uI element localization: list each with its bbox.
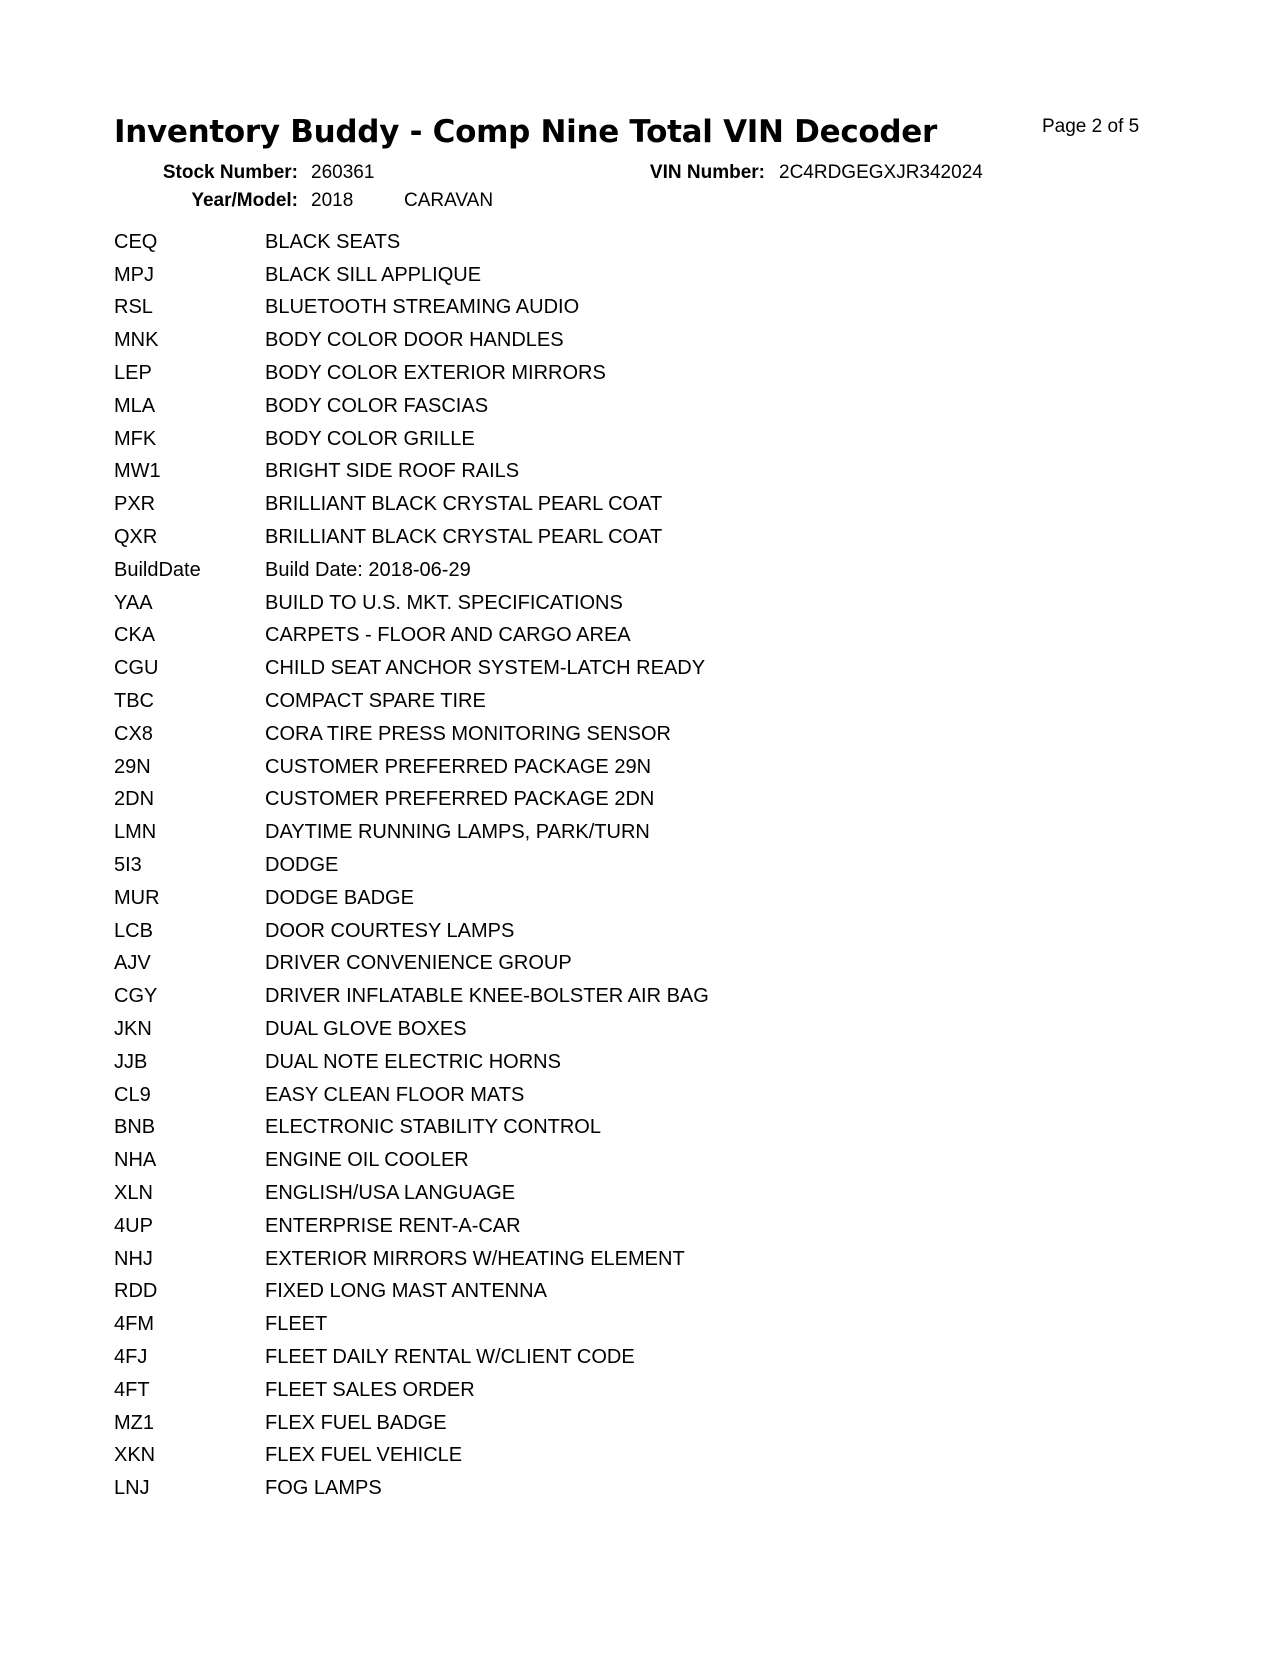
year-value: 2018 [311, 190, 354, 211]
option-code: BNB [114, 1116, 156, 1139]
option-code: RSL [114, 296, 153, 319]
option-code: CGY [114, 985, 158, 1008]
option-description: BUILD TO U.S. MKT. SPECIFICATIONS [265, 591, 623, 614]
option-description: FLEX FUEL VEHICLE [265, 1444, 463, 1467]
option-code: LMN [114, 821, 157, 844]
option-description: FLEET [265, 1313, 328, 1336]
option-description: DAYTIME RUNNING LAMPS, PARK/TURN [265, 821, 650, 844]
list-item [114, 849, 1014, 882]
option-code: CKA [114, 624, 156, 647]
list-item [114, 948, 1014, 981]
list-item [114, 1407, 1014, 1440]
option-description: BRILLIANT BLACK CRYSTAL PEARL COAT [265, 493, 663, 516]
option-code: 4FJ [114, 1345, 148, 1368]
option-code: 4FM [114, 1313, 154, 1336]
option-code: NHA [114, 1149, 157, 1172]
option-description: BRIGHT SIDE ROOF RAILS [265, 460, 520, 483]
list-item [114, 1243, 1014, 1276]
list-item [114, 1112, 1014, 1145]
list-item [114, 652, 1014, 685]
option-code: LEP [114, 362, 152, 385]
page-indicator: Page 2 of 5 [1042, 116, 1140, 137]
list-item [114, 1177, 1014, 1210]
list-item [114, 718, 1014, 751]
option-description: CORA TIRE PRESS MONITORING SENSOR [265, 722, 671, 745]
option-description: FLEET DAILY RENTAL W/CLIENT CODE [265, 1345, 635, 1368]
list-item [114, 816, 1014, 849]
option-code: AJV [114, 952, 151, 975]
option-code: BuildDate [114, 558, 201, 581]
option-description: Build Date: 2018-06-29 [265, 558, 471, 581]
option-description: DRIVER INFLATABLE KNEE-BOLSTER AIR BAG [265, 985, 709, 1008]
list-item [114, 390, 1014, 423]
option-description: DUAL NOTE ELECTRIC HORNS [265, 1050, 561, 1073]
list-item [114, 620, 1014, 653]
year-model-label: Year/Model: [191, 190, 298, 211]
option-code: CL9 [114, 1083, 151, 1106]
option-description: BLACK SEATS [265, 230, 401, 253]
option-description: DODGE BADGE [265, 886, 414, 909]
option-description: DODGE [265, 854, 339, 877]
list-item [114, 1472, 1014, 1505]
option-code-list [114, 226, 1014, 1505]
list-item [114, 1374, 1014, 1407]
list-item [114, 324, 1014, 357]
list-item [114, 751, 1014, 784]
option-description: EXTERIOR MIRRORS W/HEATING ELEMENT [265, 1247, 685, 1270]
list-item [114, 1439, 1014, 1472]
option-code: 5I3 [114, 854, 142, 877]
vin-number-value: 2C4RDGEGXJR342024 [779, 162, 983, 183]
list-item [114, 784, 1014, 817]
list-item [114, 292, 1014, 325]
option-description: EASY CLEAN FLOOR MATS [265, 1083, 525, 1106]
option-code: JKN [114, 1018, 152, 1041]
option-description: DUAL GLOVE BOXES [265, 1018, 467, 1041]
option-code: PXR [114, 493, 156, 516]
option-code: TBC [114, 690, 154, 713]
list-item [114, 1276, 1014, 1309]
option-description: CUSTOMER PREFERRED PACKAGE 2DN [265, 788, 655, 811]
list-item [114, 915, 1014, 948]
list-item [114, 488, 1014, 521]
option-description: BLACK SILL APPLIQUE [265, 263, 482, 286]
option-description: DOOR COURTESY LAMPS [265, 919, 515, 942]
list-item [114, 357, 1014, 390]
option-code: CGU [114, 657, 159, 680]
option-code: MZ1 [114, 1411, 154, 1434]
list-item [114, 980, 1014, 1013]
list-item [114, 423, 1014, 456]
option-description: FIXED LONG MAST ANTENNA [265, 1280, 547, 1303]
list-item [114, 685, 1014, 718]
option-code: XKN [114, 1444, 156, 1467]
list-item [114, 259, 1014, 292]
list-item [114, 882, 1014, 915]
list-item [114, 1210, 1014, 1243]
option-description: BODY COLOR DOOR HANDLES [265, 329, 564, 352]
option-code: 2DN [114, 788, 155, 811]
option-description: BRILLIANT BLACK CRYSTAL PEARL COAT [265, 526, 663, 549]
option-code: LNJ [114, 1477, 150, 1500]
list-item [114, 456, 1014, 489]
option-code: MFK [114, 427, 157, 450]
option-code: CX8 [114, 722, 153, 745]
option-description: BODY COLOR FASCIAS [265, 394, 489, 417]
option-code: MPJ [114, 263, 154, 286]
list-item [114, 587, 1014, 620]
option-code: MUR [114, 886, 160, 909]
stock-number-label: Stock Number: [162, 162, 298, 183]
option-code: RDD [114, 1280, 158, 1303]
option-code: JJB [114, 1050, 148, 1073]
option-description: BLUETOOTH STREAMING AUDIO [265, 296, 580, 319]
list-item [114, 1046, 1014, 1079]
option-description: FLEET SALES ORDER [265, 1378, 475, 1401]
model-value: CARAVAN [404, 190, 494, 211]
option-description: DRIVER CONVENIENCE GROUP [265, 952, 572, 975]
option-code: 29N [114, 755, 151, 778]
vin-number-label: VIN Number: [649, 162, 765, 183]
option-code: MNK [114, 329, 159, 352]
option-code: MLA [114, 394, 156, 417]
option-code: QXR [114, 526, 158, 549]
option-description: FLEX FUEL BADGE [265, 1411, 447, 1434]
option-description: FOG LAMPS [265, 1477, 382, 1500]
option-code: NHJ [114, 1247, 153, 1270]
option-description: BODY COLOR GRILLE [265, 427, 475, 450]
option-code: 4UP [114, 1214, 153, 1237]
list-item [114, 554, 1014, 587]
option-description: CUSTOMER PREFERRED PACKAGE 29N [265, 755, 652, 778]
list-item [114, 521, 1014, 554]
option-code: MW1 [114, 460, 161, 483]
list-item [114, 1308, 1014, 1341]
option-description: ENTERPRISE RENT-A-CAR [265, 1214, 521, 1237]
page-title: Inventory Buddy - Comp Nine Total VIN Decoder [114, 114, 938, 150]
list-item [114, 1341, 1014, 1374]
list-item [114, 226, 1014, 259]
option-description: COMPACT SPARE TIRE [265, 690, 486, 713]
option-description: ENGLISH/USA LANGUAGE [265, 1182, 516, 1204]
list-item [114, 1079, 1014, 1112]
option-code: CEQ [114, 230, 158, 253]
option-description: BODY COLOR EXTERIOR MIRRORS [265, 362, 606, 385]
option-code: 4FT [114, 1378, 150, 1401]
list-item [114, 1144, 1014, 1177]
option-description: ENGINE OIL COOLER [265, 1149, 469, 1172]
option-code: YAA [114, 591, 153, 614]
option-code: LCB [114, 919, 153, 942]
option-description: CARPETS - FLOOR AND CARGO AREA [265, 624, 631, 647]
option-description: ELECTRONIC STABILITY CONTROL [265, 1116, 601, 1139]
list-item [114, 1013, 1014, 1046]
option-code: XLN [114, 1182, 153, 1204]
option-description: CHILD SEAT ANCHOR SYSTEM-LATCH READY [265, 657, 706, 680]
stock-number-value: 260361 [311, 162, 375, 183]
